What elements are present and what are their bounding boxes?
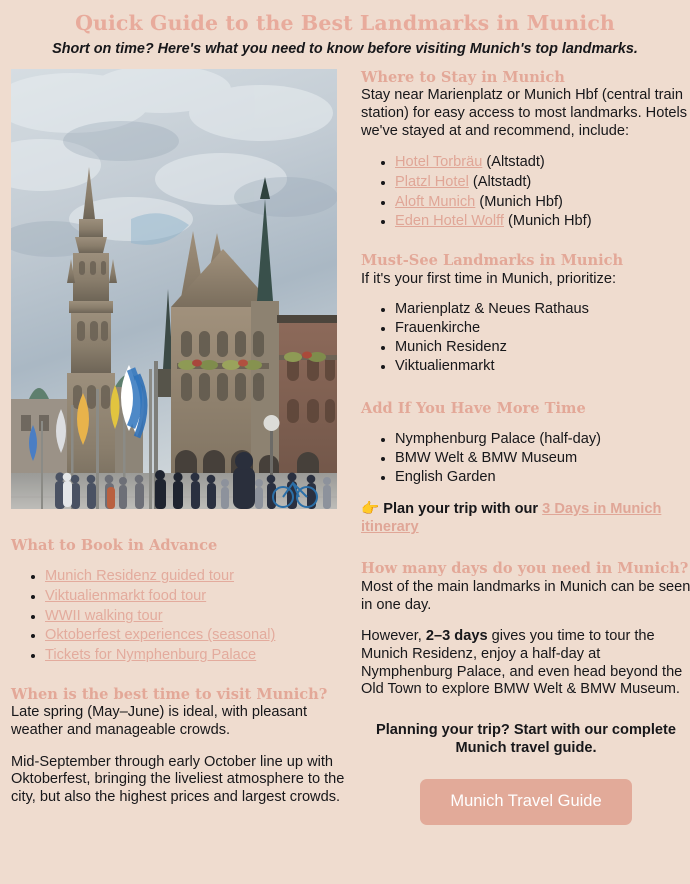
itinerary-tip-prefix: Plan your trip with our	[383, 501, 543, 518]
hotel-link-aloft[interactable]: Aloft Munich	[395, 193, 476, 210]
book-link-residenz-tour[interactable]: Munich Residenz guided tour	[45, 568, 235, 585]
list-item: • Munich Residenz	[395, 339, 690, 357]
list-item	[395, 173, 690, 192]
what-to-book-list	[11, 567, 347, 664]
right-column	[361, 69, 690, 825]
hotel-area: (Munich Hbf)	[508, 213, 592, 230]
marienplatz-photo	[11, 69, 337, 509]
list-item: • BMW Welt & BMW Museum	[395, 450, 690, 468]
pointing-hand-icon: 👉	[361, 501, 380, 518]
left-column	[11, 69, 347, 825]
list-item: • English Garden	[395, 469, 690, 487]
hmd-before: However,	[361, 628, 426, 645]
more-time-heading: Add If You Have More Time	[361, 400, 586, 418]
book-link-wwii-walking-tour[interactable]: WWII walking tour	[45, 607, 163, 624]
book-link-nymphenburg-tickets[interactable]: Tickets for Nymphenburg Palace	[45, 647, 257, 664]
list-item: • Viktualienmarkt	[395, 358, 690, 376]
hotel-area: (Altstadt)	[472, 174, 532, 191]
hotel-area: (Altstadt)	[486, 154, 545, 171]
hmd-after: gives you time to tour the Munich Residenz, enjoy a half-day at Nymphenburg Palace, and even head beyond the Old Town to explore BMW Welt & BMW Museum.	[361, 628, 683, 698]
page-title: Quick Guide to the Best Landmarks in Munich	[75, 11, 615, 35]
munich-travel-guide-button[interactable]: Munich Travel Guide	[420, 779, 631, 825]
list-item	[45, 587, 347, 606]
must-see-list	[361, 301, 690, 375]
hmd-bold-days: 2–3 days	[425, 628, 488, 645]
hotel-link-torbrau[interactable]: Hotel Torbräu	[395, 154, 483, 171]
list-item	[45, 626, 347, 645]
itinerary-tip	[361, 500, 690, 536]
what-to-book-heading: What to Book in Advance	[11, 536, 218, 554]
hotel-link-platzl[interactable]: Platzl Hotel	[395, 174, 469, 191]
hotel-list	[361, 153, 690, 231]
hotel-area: (Munich Hbf)	[479, 193, 563, 210]
list-item: • Frauenkirche	[395, 320, 690, 338]
list-item: • Nymphenburg Palace (half-day)	[395, 431, 690, 449]
cta-block	[361, 721, 690, 825]
list-item	[45, 607, 347, 626]
book-link-viktualienmarkt-food-tour[interactable]: Viktualienmarkt food tour	[45, 588, 207, 605]
page-subtitle: Short on time? Here's what you need to know before visiting Munich's top landmarks.	[52, 40, 638, 57]
how-many-days-heading: How many days do you need in Munich?	[361, 560, 689, 578]
page-header	[11, 11, 679, 58]
best-time-paragraph-1: Late spring (May–June) is ideal, with pleasant weather and manageable crowds.	[11, 704, 308, 738]
hotel-link-eden-wolff[interactable]: Eden Hotel Wolff	[395, 213, 504, 230]
list-item	[45, 567, 347, 586]
list-item	[395, 153, 690, 172]
list-item	[395, 212, 690, 231]
cta-text: Planning your trip? Start with our complete Munich travel guide.	[376, 721, 676, 757]
list-item: • Marienplatz & Neues Rathaus	[395, 301, 690, 319]
best-time-paragraph-2: Mid-September through early October line up with Oktoberfest, bringing the liveliest atmosphere to the city, but also the highest prices and largest crowds.	[11, 753, 345, 805]
list-item	[45, 646, 347, 665]
must-see-paragraph: If it's your first time in Munich, prioritize:	[361, 270, 616, 287]
list-item	[395, 193, 690, 212]
where-to-stay-paragraph: Stay near Marienplatz or Munich Hbf (central train station) for easy access to most landmarks. Hotels we've stayed at and recommend, include:	[361, 87, 688, 139]
itinerary-link[interactable]: 3 Days in Munich itinerary	[361, 501, 662, 536]
must-see-heading: Must-See Landmarks in Munich	[361, 252, 624, 270]
how-many-days-paragraph-2	[361, 628, 690, 699]
best-time-heading: When is the best time to visit Munich?	[11, 685, 328, 703]
book-link-oktoberfest-experiences[interactable]: Oktoberfest experiences (seasonal)	[45, 627, 276, 644]
more-time-list	[361, 431, 690, 486]
how-many-days-paragraph-1: Most of the main landmarks in Munich can be seen in one day.	[361, 578, 690, 613]
content-columns	[11, 68, 690, 825]
where-to-stay-heading: Where to Stay in Munich	[361, 68, 565, 86]
